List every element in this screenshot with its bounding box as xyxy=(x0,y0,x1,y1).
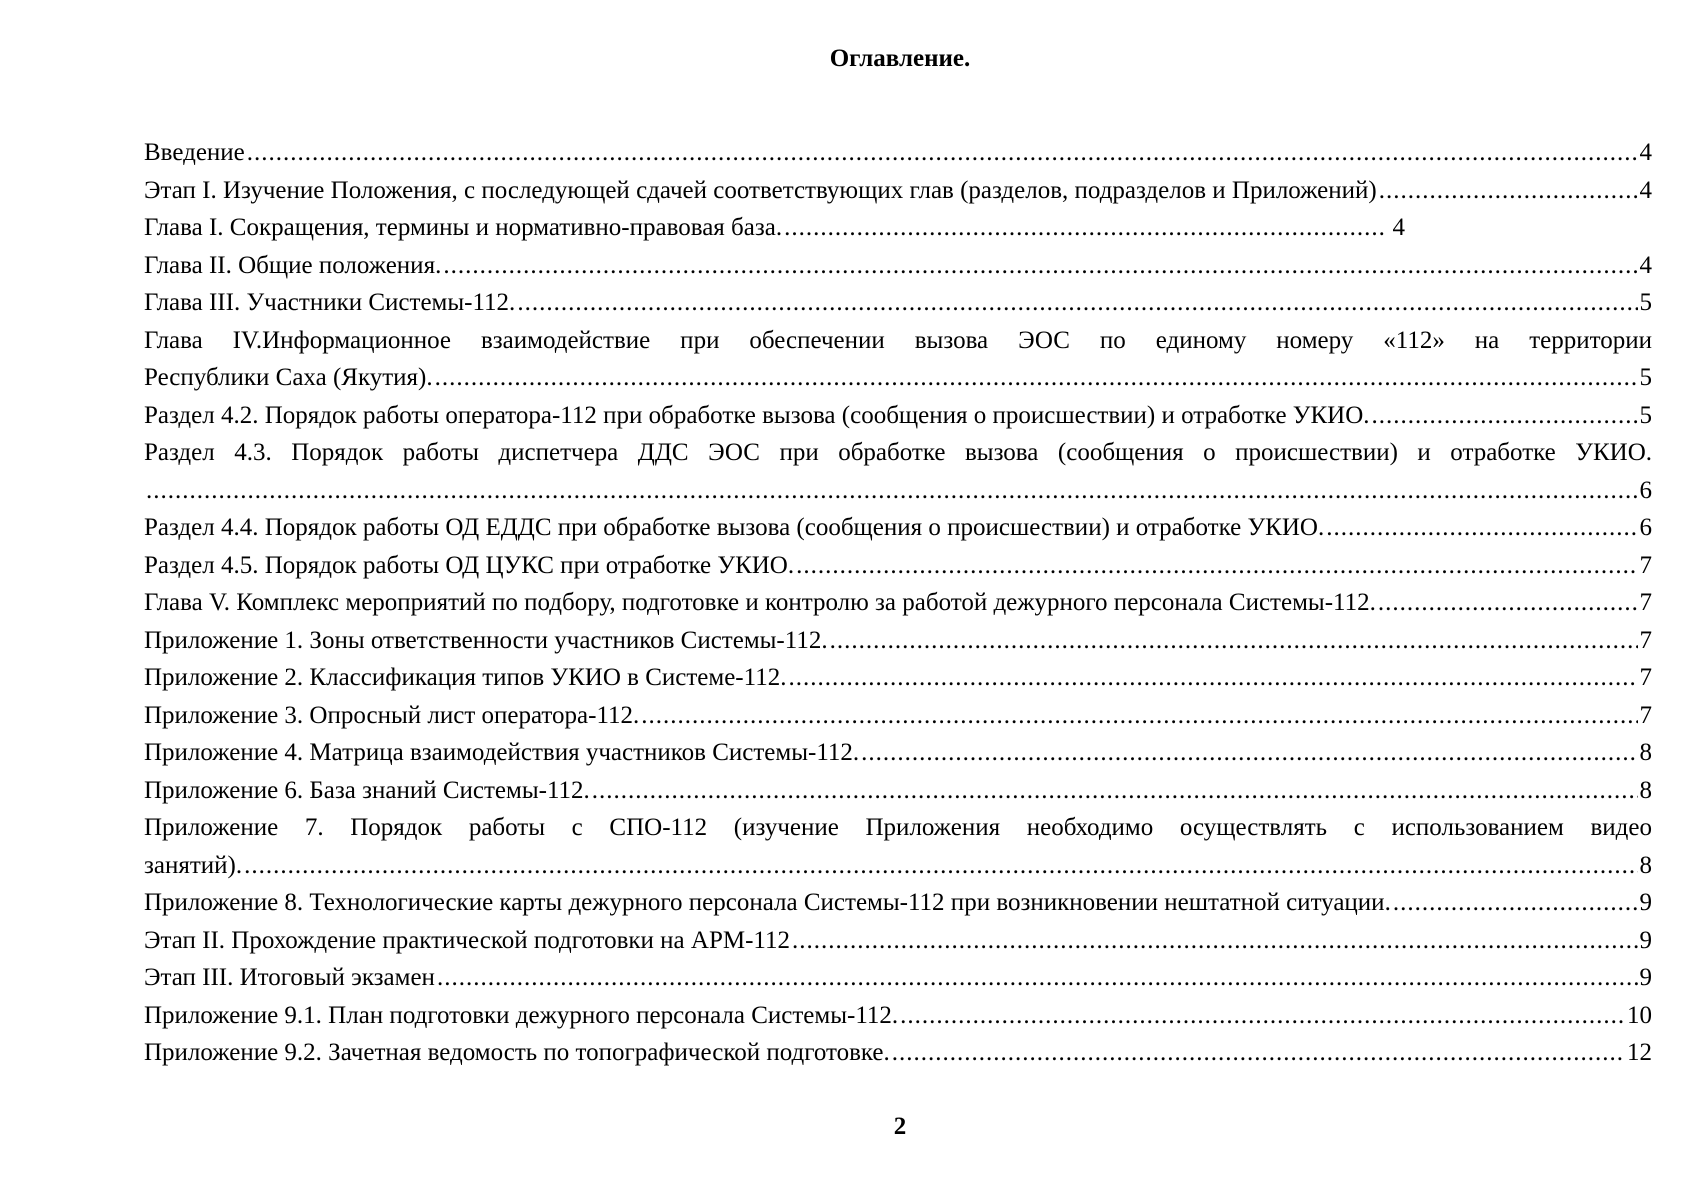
table-of-contents xyxy=(144,134,1652,1072)
toc-leader-dots xyxy=(792,922,1638,960)
toc-leader-dots xyxy=(435,359,1638,397)
toc-entry[interactable] xyxy=(144,397,1652,435)
toc-entry[interactable] xyxy=(144,734,1652,772)
toc-entry-page: 5 xyxy=(1639,289,1652,316)
toc-entry-page: 9 xyxy=(1639,889,1652,916)
toc-entry[interactable] xyxy=(144,697,1652,735)
toc-entry-page: 4 xyxy=(1639,251,1652,279)
toc-entry[interactable] xyxy=(144,434,1652,509)
toc-entry-title-line1: Глава IV.Информационное взаимодействие при обеспечении вызова ЭОС по единому номеру «112» на территории xyxy=(144,326,1652,354)
toc-entry-title: Этап II. Прохождение практической подготовки на АРМ-112 xyxy=(144,926,790,954)
document-title: Оглавление. xyxy=(829,45,971,72)
toc-entry[interactable] xyxy=(144,547,1652,585)
toc-leader-dots xyxy=(244,847,1637,885)
toc-entry[interactable] xyxy=(144,247,1652,285)
toc-entry-page: 8 xyxy=(1639,739,1652,766)
toc-entry[interactable] xyxy=(144,659,1652,697)
toc-entry-page: 6 xyxy=(1639,514,1652,541)
toc-entry[interactable] xyxy=(144,959,1652,997)
toc-leader-dots xyxy=(1378,584,1638,622)
toc-entry-title: Приложение 4. Матрица взаимодействия участников Системы-112. xyxy=(144,739,860,766)
toc-entry-page: 4 xyxy=(1639,139,1652,166)
toc-entry-title: Раздел 4.2. Порядок работы оператора-112 при обработке вызова (сообщения о происшествии) и отработке УКИО. xyxy=(144,401,1370,429)
toc-leader-dots xyxy=(517,284,1637,322)
toc-entry-title-line1: Приложение 7. Порядок работы с СПО-112 (изучение Приложения необходимо осуществлять с использованием видео xyxy=(144,814,1652,841)
toc-leader-dots xyxy=(641,697,1637,735)
toc-leader-dots xyxy=(796,547,1637,585)
toc-entry[interactable] xyxy=(144,209,1405,247)
toc-entry-title: Приложение 9.1. План подготовки дежурного персонала Системы-112. xyxy=(144,1001,899,1029)
toc-leader-dots xyxy=(892,1034,1625,1072)
toc-entry[interactable] xyxy=(144,584,1652,622)
toc-leader-dots xyxy=(146,472,1638,510)
toc-entry-page: 8 xyxy=(1639,851,1652,879)
toc-entry-page: 7 xyxy=(1639,664,1652,691)
toc-entry-page: 10 xyxy=(1627,1001,1652,1029)
toc-entry-page: 7 xyxy=(1639,626,1652,654)
toc-entry[interactable] xyxy=(144,1034,1652,1072)
toc-leader-dots xyxy=(861,734,1637,772)
toc-entry[interactable] xyxy=(144,884,1652,922)
toc-entry-title: Раздел 4.4. Порядок работы ОД ЕДДС при обработке вызова (сообщения о происшествии) и отработке УКИО. xyxy=(144,514,1325,541)
page-number: 2 xyxy=(893,1113,907,1140)
toc-entry-page: 8 xyxy=(1639,776,1652,804)
toc-entry[interactable] xyxy=(144,284,1652,322)
toc-entry-title: занятий). xyxy=(144,851,243,879)
toc-entry[interactable] xyxy=(144,622,1652,660)
toc-entry-page: 7 xyxy=(1639,701,1652,729)
toc-leader-dots xyxy=(247,134,1638,172)
toc-entry-page: 4 xyxy=(1392,214,1405,241)
toc-leader-dots xyxy=(1326,509,1637,547)
toc-entry-title: Глава I. Сокращения, термины и нормативно-правовая база. xyxy=(144,214,783,241)
toc-entry-title: Приложение 2. Классификация типов УКИО в Системе-112. xyxy=(144,664,787,691)
toc-entry-page: 12 xyxy=(1627,1039,1652,1066)
toc-entry-page: 7 xyxy=(1639,551,1652,579)
toc-entry-title-line1: Раздел 4.3. Порядок работы диспетчера ДДС ЭОС при обработке вызова (сообщения о происшествии) и отработке УКИО. xyxy=(144,439,1652,466)
toc-entry[interactable] xyxy=(144,172,1652,210)
toc-entry-title: Раздел 4.5. Порядок работы ОД ЦУКС при отработке УКИО. xyxy=(144,551,795,579)
toc-entry-page: 5 xyxy=(1639,401,1652,429)
toc-entry-title: Приложение 6. База знаний Системы-112. xyxy=(144,776,590,804)
toc-entry-page: 9 xyxy=(1639,964,1652,991)
toc-entry[interactable] xyxy=(144,322,1652,397)
toc-leader-dots xyxy=(1379,172,1638,210)
toc-leader-dots xyxy=(900,997,1625,1035)
toc-entry[interactable] xyxy=(144,772,1652,810)
toc-leader-dots xyxy=(1372,397,1638,435)
toc-entry[interactable] xyxy=(144,809,1652,884)
toc-leader-dots xyxy=(1393,884,1638,922)
toc-entry-title: Приложение 9.2. Зачетная ведомость по топографической подготовке. xyxy=(144,1039,890,1066)
toc-entry-title: Приложение 8. Технологические карты дежурного персонала Системы-112 при возникновении нештатной ситуации. xyxy=(144,889,1391,916)
toc-entry-title: Приложение 3. Опросный лист оператора-112. xyxy=(144,701,640,729)
toc-entry-title: Глава III. Участники Системы-112. xyxy=(144,289,516,316)
toc-entry-title: Республики Саха (Якутия). xyxy=(144,364,433,391)
toc-entry-title: Этап I. Изучение Положения, с последующей сдачей соответствующих глав (разделов, подразделов и Приложений) xyxy=(144,176,1377,204)
toc-leader-dots xyxy=(443,247,1637,285)
toc-leader-dots xyxy=(592,772,1638,810)
toc-entry-page: 4 xyxy=(1639,176,1652,204)
toc-entry-title: Приложение 1. Зоны ответственности участников Системы-112. xyxy=(144,626,828,654)
toc-entry-title: Этап III. Итоговый экзамен xyxy=(144,964,435,991)
toc-leader-dots xyxy=(437,959,1638,997)
toc-entry-title: Введение xyxy=(144,139,245,166)
toc-entry[interactable] xyxy=(144,509,1652,547)
toc-entry-page: 7 xyxy=(1639,589,1652,616)
toc-entry-page: 5 xyxy=(1639,364,1652,391)
toc-entry[interactable] xyxy=(144,134,1652,172)
toc-leader-dots xyxy=(830,622,1638,660)
toc-entry-title: Глава II. Общие положения. xyxy=(144,251,442,279)
toc-leader-dots xyxy=(788,659,1637,697)
toc-leader-dots xyxy=(784,209,1386,247)
toc-entry-page: 6 xyxy=(1639,476,1652,504)
toc-entry-title: Глава V. Комплекс мероприятий по подбору, подготовке и контролю за работой дежурного персонала Системы-112. xyxy=(144,589,1376,616)
toc-entry[interactable] xyxy=(144,997,1652,1035)
toc-entry-page: 9 xyxy=(1639,926,1652,954)
toc-entry[interactable] xyxy=(144,922,1652,960)
